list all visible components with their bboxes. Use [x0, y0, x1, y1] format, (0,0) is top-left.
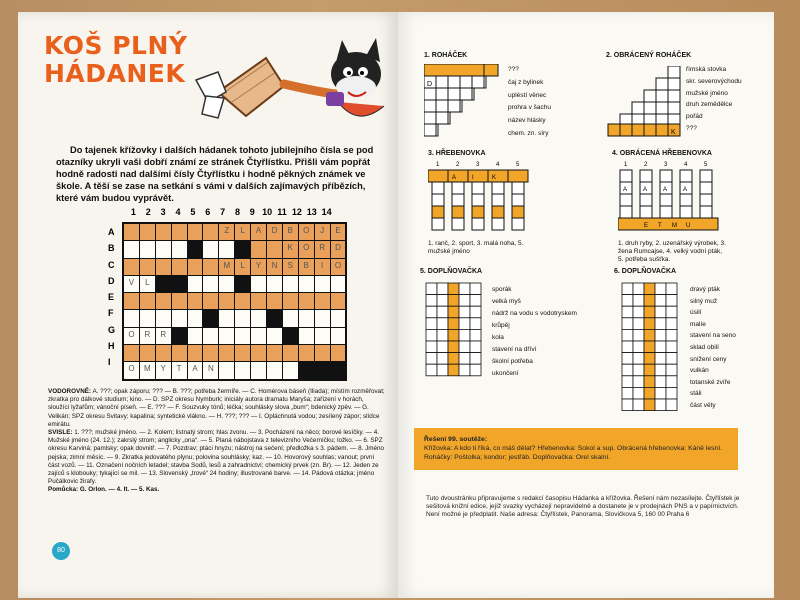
puzzle2-title: 2. OBRÁCENÝ ROHÁČEK — [606, 52, 692, 59]
column-number: 1 — [130, 207, 136, 217]
column-number: 2 — [145, 207, 151, 217]
grid-cell — [156, 310, 171, 326]
grid-cell — [299, 310, 314, 326]
row-letter: H — [108, 341, 115, 352]
row-letter: A — [108, 227, 115, 237]
grid-cell: O — [299, 241, 314, 257]
puzzle4-letter: A — [663, 187, 668, 193]
grid-cell — [331, 276, 346, 292]
answers-heading: Řešení 99. soutěže: — [424, 436, 488, 443]
grid-cell — [172, 328, 187, 344]
grid-cell: O — [124, 362, 139, 378]
column-number: 10 — [262, 207, 273, 217]
grid-cell: T — [172, 362, 187, 378]
grid-cell — [315, 293, 330, 309]
row-letter: G — [108, 324, 116, 335]
grid-cell — [140, 345, 155, 361]
puzzle3-clues: 1. ranč, 2. sport, 3. malá noha, 5. mužské jméno — [428, 240, 524, 255]
column-number: 7 — [220, 207, 226, 217]
grid-cell — [156, 241, 171, 257]
puzzle4-bottom-letter: E — [644, 223, 649, 229]
clue-item: krůpěj — [492, 322, 510, 329]
grid-cell — [140, 259, 155, 275]
grid-cell — [235, 362, 250, 378]
puzzle3-letter: K — [492, 175, 497, 181]
grid-cell: L — [235, 259, 250, 275]
puzzle2-grid — [606, 66, 682, 140]
column-number: 1 — [436, 162, 440, 168]
column-number: 2 — [644, 162, 648, 168]
clue-item: mužské jméno — [686, 89, 728, 97]
grid-cell — [331, 293, 346, 309]
clue-item: malíe — [690, 320, 706, 328]
clue-item: upléstí věnec — [508, 91, 547, 99]
grid-cell — [140, 241, 155, 257]
column-number: 13 — [306, 207, 317, 217]
grid-cell — [283, 276, 298, 292]
grid-cell — [235, 276, 250, 292]
grid-cell — [315, 362, 330, 378]
puzzle1-clues — [508, 64, 551, 141]
column-number: 11 — [277, 207, 287, 217]
clue-item: úsilí — [690, 309, 702, 317]
grid-cell — [140, 293, 155, 309]
clue-item: kola — [492, 334, 504, 341]
grid-cell — [203, 293, 218, 309]
clue-item: silný muž — [690, 297, 718, 305]
grid-cell — [203, 328, 218, 344]
puzzle1-title: 1. ROHÁČEK — [424, 52, 468, 59]
pomucka: Pomůcka: G. Orlon. — 4. It. — 5. Kas. — [48, 486, 160, 494]
grid-cell — [172, 310, 187, 326]
grid-cell — [315, 345, 330, 361]
grid-cell — [124, 241, 139, 257]
clue-item: ??? — [686, 124, 697, 132]
grid-cell — [331, 345, 346, 361]
column-number: 1 — [624, 162, 628, 168]
row-letter: E — [108, 292, 115, 303]
grid-cell — [124, 345, 139, 361]
grid-cell — [251, 241, 266, 257]
clue-item: prohra v šachu — [508, 104, 551, 112]
grid-cell: I — [315, 259, 330, 275]
puzzle4-grid — [618, 160, 726, 240]
grid-cell — [156, 276, 171, 292]
puzzle2-letter: K — [671, 129, 676, 136]
row-letter: F — [108, 308, 114, 319]
clue-item: pořád — [686, 113, 703, 121]
clue-item: chem. zn. síry — [508, 129, 549, 137]
grid-cell: R — [156, 328, 171, 344]
puzzle4-letter: A — [683, 187, 688, 193]
grid-cell — [267, 362, 282, 378]
grid-cell — [140, 224, 155, 240]
grid-cell — [299, 293, 314, 309]
grid-cell: B — [283, 224, 298, 240]
grid-cell: E — [331, 224, 346, 240]
puzzle4-title: 4. OBRÁCENÁ HŘEBENOVKA — [612, 150, 712, 157]
puzzle5-grid — [424, 282, 486, 382]
puzzle4-bottom-letter: U — [686, 223, 691, 229]
grid-cell — [251, 345, 266, 361]
clue-item: stavení na seno — [690, 332, 736, 340]
grid-cell — [267, 345, 282, 361]
column-number: 3 — [160, 207, 166, 217]
puzzle6-clues — [690, 284, 736, 412]
grid-cell: B — [299, 259, 314, 275]
clue-item: vulkán — [690, 367, 709, 375]
svisle-text: 1. ???; mužské jméno. — 2. Kolem; listnatý strom; hlas zvonu. — 3. Pocházení na něco; borové lesíčky. — 4. Mužské jméno (24. 12.); zakrslý strom; anglicky „ona“. — 5. Planá nábojstava z televizního Večerníčku; ložko. — 6. SPZ okresu Karviná; pamlsky; opak dovnitř. — 7. Pozdrav; ptáci hnyzu; nástroj na sečení; předložka s 3. pádem. — 8. Jméno pejska; zimní měsíc. — 9. Zkratka jedovatého plynu; polovina souhlásky; kaz. — 10. Hovorový souhlas; vanout; první část vozů. — 11. Označení nočních letadel; stavba Sodů, lesů a zahradnictví; chemický prvek (zn. Br). — 12. Jeden ze zajíců s klobouky; tykající se mil. — 13. Slovenský „trové“ 24 hodiny; illustrované barve. — 14. Pádová otázka; jméno Pučálkovic žirafy. — [48, 429, 384, 486]
grid-cell — [203, 276, 218, 292]
grid-cell — [251, 310, 266, 326]
grid-cell — [331, 310, 346, 326]
clue-item: název hlásky — [508, 117, 546, 125]
puzzle1-letter: D — [427, 81, 433, 88]
column-number: 5 — [704, 162, 708, 168]
puzzle4-bottom-letter: M — [672, 223, 677, 229]
grid-cell — [235, 241, 250, 257]
column-number: 5 — [516, 162, 520, 168]
grid-cell — [283, 310, 298, 326]
puzzle5-clues — [492, 284, 577, 380]
puzzle3-letter: A — [452, 175, 457, 181]
grid-cell — [172, 241, 187, 257]
puzzle4-clues: 1. druh ryby, 2. uzenářský výrobek, 3. žena Rumcajse, 4. velký vodní pták, 5. potřeba sušťka. — [618, 240, 726, 263]
grid-cell — [188, 224, 203, 240]
column-number: 4 — [684, 162, 688, 168]
grid-cell: S — [283, 259, 298, 275]
grid-cell — [188, 328, 203, 344]
answers-box — [414, 428, 738, 470]
grid-cell — [235, 293, 250, 309]
grid-cell — [267, 276, 282, 292]
grid-cell — [124, 310, 139, 326]
clue-item: stáli — [690, 390, 702, 398]
grid-cell: R — [140, 328, 155, 344]
crossword-clues — [48, 388, 386, 495]
clue-item: ukončení — [492, 370, 519, 377]
clue-item: druh zemědělce — [686, 101, 733, 109]
grid-cell — [124, 224, 139, 240]
grid-cell — [219, 328, 234, 344]
grid-cell — [188, 293, 203, 309]
grid-cell: Z — [219, 224, 234, 240]
vodorovne-label: VODOROVNĚ: — [48, 388, 92, 395]
grid-cell — [267, 310, 282, 326]
grid-cell — [267, 293, 282, 309]
grid-cell — [156, 224, 171, 240]
grid-cell — [219, 241, 234, 257]
puzzle3-letter: I — [472, 175, 474, 181]
grid-cell: L — [140, 276, 155, 292]
puzzle3-title: 3. HŘEBENOVKA — [428, 150, 486, 157]
grid-cell: N — [203, 362, 218, 378]
puzzle3-grid — [428, 160, 536, 240]
grid-cell — [203, 310, 218, 326]
clue-item: velká myš — [492, 298, 521, 305]
puzzle1-grid — [424, 64, 500, 140]
clue-item: čaj z bylinek — [508, 78, 544, 86]
grid-cell — [172, 276, 187, 292]
grid-cell: V — [124, 276, 139, 292]
grid-cell: D — [331, 241, 346, 257]
column-number: 4 — [175, 207, 181, 217]
grid-cell — [188, 276, 203, 292]
clue-item: stavení na dříví — [492, 346, 537, 353]
puzzle6-title: 6. DOPLŇOVAČKA — [614, 268, 677, 275]
grid-cell — [188, 259, 203, 275]
grid-cell: A — [188, 362, 203, 378]
grid-cell: O — [299, 224, 314, 240]
column-number: 4 — [496, 162, 500, 168]
grid-cell: Y — [156, 362, 171, 378]
clue-item: skr. severovýchodu — [686, 77, 742, 85]
clue-item: nádrž na vodu s vodotryskem — [492, 310, 577, 317]
vodorovne-text: A. ???; opak záporu; ??? — B. ???; potřeba žermíře. — C. Homérova báseň (Iliada); místím rozměřovat; zkratka pro dálkové studium; kino. — D. SPZ okresu Nymburk; iniciály autora dramatu Maryša; zařízení v horách, sloužící lyžařům; vánoční píseň. — E. ??? — F. Souzvuky tónů; léčka; souhlásky slova „bum“; bdenický zpěv. — G. Velikán; SPZ okresu Svitavy; kapalina; syntetické vlákno. — H. ???; ??? — I. Opláchnutá vodou; zesílený zápor; slídce emirátu. — [48, 388, 385, 428]
grid-cell — [251, 293, 266, 309]
column-numbers — [126, 207, 334, 219]
grid-cell — [235, 345, 250, 361]
page-title: KOŠ PLNÝ HÁDANEK — [44, 31, 188, 88]
grid-cell — [219, 310, 234, 326]
answers-text: Křížovka: A kdo ti říká, co máš dělat? Hřebenovka: Sokol a sup. Obrácená hřebenovka: Káně lesní. Roháčky: Poštolka; kondor; jestřáb. Doplňovačka: Orel skalní. — [424, 444, 723, 461]
column-number: 12 — [291, 207, 302, 217]
puzzle4-bottom-letter: T — [658, 223, 662, 229]
clue-item: sporák — [492, 286, 512, 293]
column-number: 14 — [321, 207, 332, 217]
clue-item: snížení ceny — [690, 355, 727, 363]
grid-cell — [283, 293, 298, 309]
clue-item: dravý pták — [690, 286, 720, 293]
grid-cell: N — [267, 259, 282, 275]
grid-cell — [331, 362, 346, 378]
grid-cell: D — [267, 224, 282, 240]
grid-cell — [124, 259, 139, 275]
grid-cell — [315, 276, 330, 292]
grid-cell — [140, 310, 155, 326]
crossword-grid — [122, 222, 347, 381]
grid-cell: L — [235, 224, 250, 240]
grid-cell — [251, 276, 266, 292]
row-letter: C — [108, 259, 115, 270]
column-number: 5 — [190, 207, 196, 217]
column-number: 9 — [249, 207, 255, 217]
cat-with-basket-illustration — [188, 32, 398, 132]
grid-cell — [235, 310, 250, 326]
grid-cell — [188, 310, 203, 326]
grid-cell — [251, 362, 266, 378]
grid-cell: O — [124, 328, 139, 344]
puzzle6-grid — [620, 282, 682, 418]
puzzle2-clues — [686, 64, 742, 135]
grid-cell — [156, 259, 171, 275]
row-letter: D — [108, 275, 115, 286]
grid-cell: A — [251, 224, 266, 240]
clue-item: sklad obilí — [690, 343, 719, 351]
grid-cell — [156, 345, 171, 361]
clue-item: římská stovka — [686, 66, 727, 73]
column-number: 3 — [476, 162, 480, 168]
grid-cell — [172, 293, 187, 309]
column-number: 8 — [234, 207, 240, 217]
grid-cell — [299, 362, 314, 378]
grid-cell — [219, 362, 234, 378]
clue-item: školní potřeba — [492, 358, 533, 365]
grid-cell — [203, 241, 218, 257]
page-number: 80 — [52, 542, 70, 560]
grid-cell — [267, 328, 282, 344]
svisle-label: SVISLE: — [48, 429, 73, 437]
grid-cell — [299, 276, 314, 292]
grid-cell — [219, 276, 234, 292]
grid-cell — [172, 224, 187, 240]
clue-item: část věty — [690, 401, 716, 409]
row-letter: I — [108, 357, 111, 368]
grid-cell: Y — [251, 259, 266, 275]
grid-cell — [299, 345, 314, 361]
grid-cell — [172, 259, 187, 275]
grid-cell — [124, 293, 139, 309]
clue-item: totanské zvíře — [690, 378, 731, 386]
puzzle4-letter: A — [623, 187, 628, 193]
grid-cell — [188, 345, 203, 361]
grid-cell — [203, 259, 218, 275]
column-number: 3 — [664, 162, 668, 168]
grid-cell — [283, 328, 298, 344]
clue-item: ??? — [508, 66, 519, 73]
grid-cell: O — [331, 259, 346, 275]
grid-cell — [315, 310, 330, 326]
grid-cell — [219, 293, 234, 309]
grid-cell: J — [315, 224, 330, 240]
grid-cell — [188, 241, 203, 257]
grid-cell: M — [219, 259, 234, 275]
grid-cell: M — [140, 362, 155, 378]
grid-cell — [267, 241, 282, 257]
grid-cell: R — [315, 241, 330, 257]
grid-cell — [156, 293, 171, 309]
grid-cell — [299, 328, 314, 344]
intro-paragraph: Do tajenek křížovky i dalších hádanek tohoto jubilejního čísla se pod otazníky ukryli vaši dobří známí ze stránek Čtyřlístku. Přišli vám popřát hodně radosti nad dalšími čísly Čtyřlístku i hodně pěkných známek ve škole. A těší se zase na setkání s vámi v dalších zajímavých příbězích, které vám budou vyprávět. — [56, 145, 374, 203]
grid-cell — [315, 328, 330, 344]
grid-cell — [203, 224, 218, 240]
left-page — [18, 12, 398, 598]
grid-cell — [283, 362, 298, 378]
column-number: 6 — [205, 207, 211, 217]
grid-cell — [203, 345, 218, 361]
grid-cell — [331, 328, 346, 344]
puzzle5-title: 5. DOPLŇOVAČKA — [420, 268, 483, 275]
row-letters — [108, 224, 122, 371]
puzzle4-letter: A — [643, 187, 648, 193]
row-letter: B — [108, 243, 115, 254]
grid-cell — [235, 328, 250, 344]
grid-cell — [251, 328, 266, 344]
grid-cell — [283, 345, 298, 361]
publisher-note: Tuto dvoustránku připravujeme s redakcí časopisu Hádanka a křížovka. Řešení nám nezasílejte. Čtyřlístek je sešitová knižní edice, jejíž svazky vycházejí nepravidelně a dostanete je v prodejnách PNS a v papírnictvích. Není možné je předplatit. Naše adresa: Čtyřlístek, Panorama, Slovičkova 5, 160 00 Praha 6 — [426, 495, 740, 518]
grid-cell — [172, 345, 187, 361]
grid-cell — [219, 345, 234, 361]
column-number: 2 — [456, 162, 460, 168]
grid-cell: K — [283, 241, 298, 257]
